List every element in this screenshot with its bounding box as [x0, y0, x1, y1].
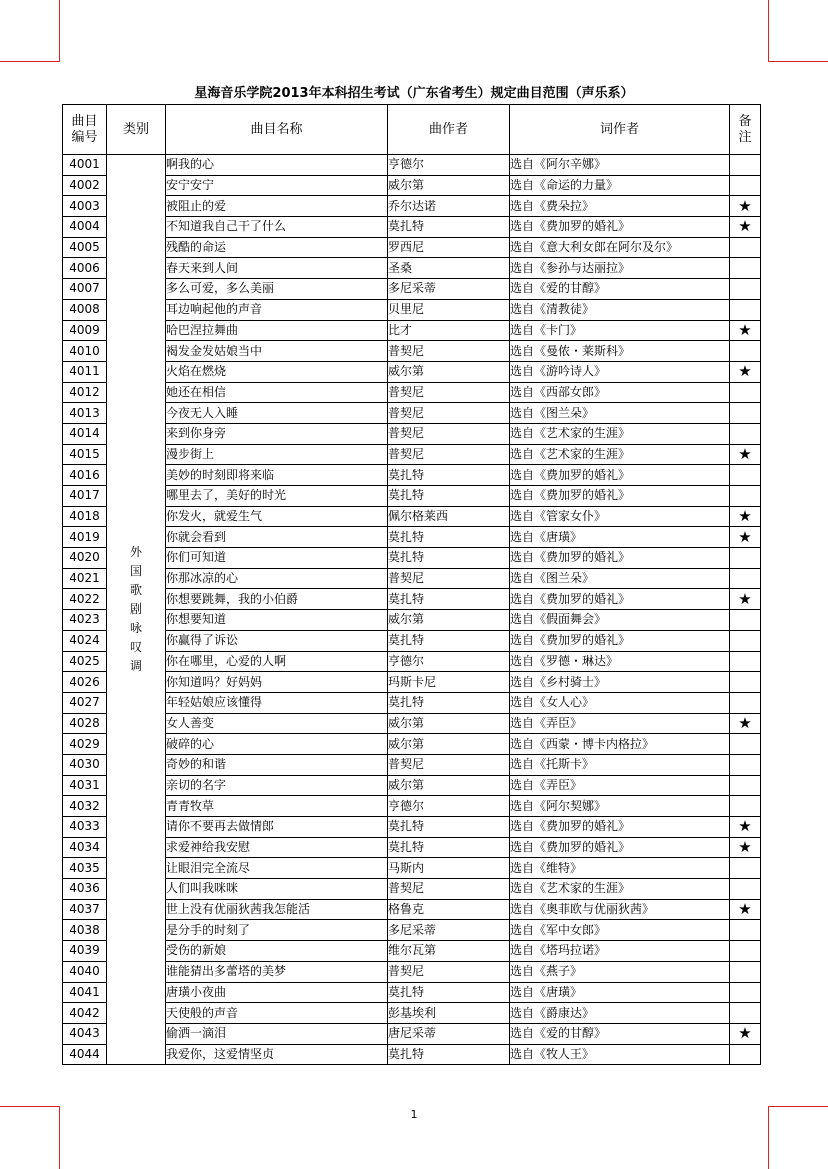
cell-code: 4006: [63, 258, 107, 279]
cell-lyricist: 选自《阿尔辛娜》: [510, 155, 730, 176]
cell-code: 4011: [63, 361, 107, 382]
cell-name: 破碎的心: [166, 734, 388, 755]
cell-lyricist: 选自《塔玛拉诺》: [510, 941, 730, 962]
table-row: [63, 610, 761, 631]
cell-composer: 多尼采蒂: [388, 920, 510, 941]
table-row: [63, 196, 761, 217]
cell-lyricist: 选自《命运的力量》: [510, 175, 730, 196]
cell-lyricist: 选自《曼侬・莱斯科》: [510, 341, 730, 362]
cell-name: 亲切的名字: [166, 775, 388, 796]
cell-code: 4025: [63, 651, 107, 672]
cell-code: 4043: [63, 1023, 107, 1044]
table-row: [63, 341, 761, 362]
cell-code: 4019: [63, 527, 107, 548]
cell-name: 你那冰凉的心: [166, 568, 388, 589]
cell-composer: 普契尼: [388, 403, 510, 424]
table-row: [63, 920, 761, 941]
cell-composer: 威尔第: [388, 361, 510, 382]
cell-composer: 亨德尔: [388, 796, 510, 817]
cell-composer: 维尔瓦第: [388, 941, 510, 962]
cell-composer: 威尔第: [388, 775, 510, 796]
cell-note: [730, 1003, 761, 1024]
cell-note: [730, 237, 761, 258]
cell-name: 年轻姑娘应该懂得: [166, 692, 388, 713]
table-row: [63, 423, 761, 444]
cell-code: 4007: [63, 279, 107, 300]
cell-name: 人们叫我咪咪: [166, 879, 388, 900]
cell-note: ★: [730, 527, 761, 548]
cell-name: 她还在相信: [166, 382, 388, 403]
cell-lyricist: 选自《费加罗的婚礼》: [510, 217, 730, 238]
cell-composer: 莫扎特: [388, 217, 510, 238]
table-row: [63, 217, 761, 238]
cell-name: 你赢得了诉讼: [166, 630, 388, 651]
table-row: [63, 258, 761, 279]
cell-name: 你想要跳舞，我的小伯爵: [166, 589, 388, 610]
table-row: [63, 237, 761, 258]
cell-lyricist: 选自《托斯卡》: [510, 754, 730, 775]
cell-code: 4014: [63, 423, 107, 444]
table-row: [63, 1003, 761, 1024]
cell-code: 4031: [63, 775, 107, 796]
cell-composer: 玛斯卡尼: [388, 672, 510, 693]
cell-note: ★: [730, 320, 761, 341]
cell-lyricist: 选自《费加罗的婚礼》: [510, 837, 730, 858]
cell-note: ★: [730, 506, 761, 527]
category-char: 调: [129, 659, 142, 674]
cell-composer: 威尔第: [388, 734, 510, 755]
cell-name: 天使般的声音: [166, 1003, 388, 1024]
table-row: [63, 982, 761, 1003]
cell-name: 不知道我自己干了什么: [166, 217, 388, 238]
cell-lyricist: 选自《意大利女郎在阿尔及尔》: [510, 237, 730, 258]
cell-composer: 威尔第: [388, 713, 510, 734]
cell-lyricist: 选自《西蒙・博卡内格拉》: [510, 734, 730, 755]
cell-composer: 莫扎特: [388, 548, 510, 569]
cell-name: 美妙的时刻即将来临: [166, 465, 388, 486]
table-row: [63, 672, 761, 693]
header-lyricist: 词作者: [510, 105, 730, 155]
cell-note: [730, 299, 761, 320]
cell-lyricist: 选自《图兰朵》: [510, 403, 730, 424]
table-row: [63, 858, 761, 879]
cell-lyricist: 选自《费加罗的婚礼》: [510, 486, 730, 507]
cell-code: 4003: [63, 196, 107, 217]
cell-note: [730, 423, 761, 444]
table-row: [63, 941, 761, 962]
cell-code: 4034: [63, 837, 107, 858]
cell-note: ★: [730, 444, 761, 465]
cell-lyricist: 选自《爱的甘醇》: [510, 279, 730, 300]
table-row: [63, 506, 761, 527]
cell-note: [730, 961, 761, 982]
table-row: [63, 796, 761, 817]
cell-composer: 莫扎特: [388, 982, 510, 1003]
cell-composer: 莫扎特: [388, 837, 510, 858]
cell-note: [730, 1044, 761, 1065]
cell-name: 世上没有优丽狄茜我怎能活: [166, 899, 388, 920]
cell-composer: 贝里尼: [388, 299, 510, 320]
cell-code: 4005: [63, 237, 107, 258]
table-row: [63, 568, 761, 589]
table-row: [63, 548, 761, 569]
table-row: [63, 899, 761, 920]
cell-name: 安宁安宁: [166, 175, 388, 196]
cell-note: [730, 672, 761, 693]
cell-lyricist: 选自《费加罗的婚礼》: [510, 630, 730, 651]
table-row: [63, 651, 761, 672]
cell-composer: 莫扎特: [388, 465, 510, 486]
cell-code: 4012: [63, 382, 107, 403]
table-row: [63, 754, 761, 775]
cell-composer: 马斯内: [388, 858, 510, 879]
table-row: [63, 320, 761, 341]
header-name: 曲目名称: [166, 105, 388, 155]
cell-lyricist: 选自《弄臣》: [510, 775, 730, 796]
cell-name: 褐发金发姑娘当中: [166, 341, 388, 362]
category-char: 咏: [129, 621, 142, 636]
table-row: [63, 279, 761, 300]
cell-code: 4013: [63, 403, 107, 424]
cell-composer: 普契尼: [388, 423, 510, 444]
cell-name: 被阻止的爱: [166, 196, 388, 217]
cell-name: 青青牧草: [166, 796, 388, 817]
cell-note: ★: [730, 217, 761, 238]
cell-name: 求爱神给我安慰: [166, 837, 388, 858]
cell-code: 4032: [63, 796, 107, 817]
table-row: [63, 837, 761, 858]
cell-composer: 普契尼: [388, 382, 510, 403]
cell-lyricist: 选自《费朵拉》: [510, 196, 730, 217]
cell-note: [730, 734, 761, 755]
cell-code: 4044: [63, 1044, 107, 1065]
cell-code: 4010: [63, 341, 107, 362]
cell-composer: 普契尼: [388, 568, 510, 589]
cell-name: 火焰在燃烧: [166, 361, 388, 382]
cell-lyricist: 选自《唐璜》: [510, 527, 730, 548]
cell-lyricist: 选自《乡村骑士》: [510, 672, 730, 693]
cell-note: [730, 341, 761, 362]
cell-name: 受伤的新娘: [166, 941, 388, 962]
cell-composer: 罗西尼: [388, 237, 510, 258]
cell-note: [730, 858, 761, 879]
cell-lyricist: 选自《弄臣》: [510, 713, 730, 734]
cell-note: [730, 279, 761, 300]
cell-name: 偷洒一滴泪: [166, 1023, 388, 1044]
cell-lyricist: 选自《艺术家的生涯》: [510, 879, 730, 900]
cell-code: 4023: [63, 610, 107, 631]
cell-code: 4017: [63, 486, 107, 507]
cell-note: [730, 982, 761, 1003]
cell-note: [730, 258, 761, 279]
table-row: [63, 527, 761, 548]
cell-name: 今夜无人入睡: [166, 403, 388, 424]
cell-code: 4018: [63, 506, 107, 527]
cell-code: 4002: [63, 175, 107, 196]
cell-composer: 莫扎特: [388, 527, 510, 548]
cell-code: 4009: [63, 320, 107, 341]
cell-code: 4016: [63, 465, 107, 486]
cell-code: 4037: [63, 899, 107, 920]
cell-note: [730, 651, 761, 672]
cell-name: 奇妙的和谐: [166, 754, 388, 775]
cell-composer: 普契尼: [388, 341, 510, 362]
cell-lyricist: 选自《假面舞会》: [510, 610, 730, 631]
table-row: [63, 486, 761, 507]
table-row: [63, 444, 761, 465]
cell-name: 你知道吗？好妈妈: [166, 672, 388, 693]
cell-lyricist: 选自《参孙与达丽拉》: [510, 258, 730, 279]
cell-note: [730, 879, 761, 900]
cell-name: 是分手的时刻了: [166, 920, 388, 941]
cell-lyricist: 选自《西部女郎》: [510, 382, 730, 403]
cell-note: [730, 630, 761, 651]
cell-lyricist: 选自《费加罗的婚礼》: [510, 548, 730, 569]
cell-note: [730, 796, 761, 817]
cell-name: 漫步街上: [166, 444, 388, 465]
cell-lyricist: 选自《卡门》: [510, 320, 730, 341]
cell-lyricist: 选自《奥菲欧与优丽狄茜》: [510, 899, 730, 920]
cell-note: ★: [730, 1023, 761, 1044]
table-row: [63, 1044, 761, 1065]
cell-name: 我爱你，这爱情坚贞: [166, 1044, 388, 1065]
cell-code: 4035: [63, 858, 107, 879]
cell-code: 4039: [63, 941, 107, 962]
table-row: [63, 175, 761, 196]
cell-note: [730, 486, 761, 507]
cell-lyricist: 选自《罗德・琳达》: [510, 651, 730, 672]
crop-mark-top-right: [768, 0, 828, 62]
cell-lyricist: 选自《维特》: [510, 858, 730, 879]
page-title: 星海音乐学院2013年本科招生考试（广东省考生）规定曲目范围（声乐系）: [194, 86, 634, 101]
cell-name: 哈巴涅拉舞曲: [166, 320, 388, 341]
page-number: 1: [410, 1108, 418, 1121]
cell-composer: 乔尔达诺: [388, 196, 510, 217]
cell-lyricist: 选自《唐璜》: [510, 982, 730, 1003]
cell-lyricist: 选自《清教徒》: [510, 299, 730, 320]
cell-code: 4024: [63, 630, 107, 651]
header-composer: 曲作者: [388, 105, 510, 155]
cell-note: [730, 175, 761, 196]
cell-composer: 普契尼: [388, 444, 510, 465]
cell-note: [730, 382, 761, 403]
cell-code: 4021: [63, 568, 107, 589]
table-row: [63, 589, 761, 610]
cell-composer: 圣桑: [388, 258, 510, 279]
table-row: [63, 361, 761, 382]
cell-note: [730, 610, 761, 631]
cell-name: 春天来到人间: [166, 258, 388, 279]
cell-composer: 莫扎特: [388, 486, 510, 507]
cell-composer: 普契尼: [388, 961, 510, 982]
cell-composer: 莫扎特: [388, 1044, 510, 1065]
table-header-row: [63, 105, 761, 155]
cell-composer: 亨德尔: [388, 651, 510, 672]
cell-composer: 格鲁克: [388, 899, 510, 920]
cell-name: 你想要知道: [166, 610, 388, 631]
cell-note: [730, 920, 761, 941]
cell-composer: 比才: [388, 320, 510, 341]
cell-lyricist: 选自《费加罗的婚礼》: [510, 465, 730, 486]
cell-composer: 普契尼: [388, 754, 510, 775]
cell-code: 4028: [63, 713, 107, 734]
cell-name: 谁能猜出多蕾塔的美梦: [166, 961, 388, 982]
category-char: 外: [129, 545, 142, 560]
cell-composer: 威尔第: [388, 610, 510, 631]
cell-name: 让眼泪完全流尽: [166, 858, 388, 879]
cell-lyricist: 选自《费加罗的婚礼》: [510, 817, 730, 838]
cell-lyricist: 选自《燕子》: [510, 961, 730, 982]
cell-name: 耳边响起他的声音: [166, 299, 388, 320]
cell-composer: 普契尼: [388, 879, 510, 900]
cell-code: 4020: [63, 548, 107, 569]
table-row: [63, 155, 761, 176]
cell-note: [730, 155, 761, 176]
cell-code: 4029: [63, 734, 107, 755]
cell-composer: 威尔第: [388, 175, 510, 196]
cell-composer: 唐尼采蒂: [388, 1023, 510, 1044]
cell-lyricist: 选自《爱的甘醇》: [510, 1023, 730, 1044]
cell-note: [730, 403, 761, 424]
table-row: [63, 1023, 761, 1044]
cell-lyricist: 选自《阿尔契娜》: [510, 796, 730, 817]
table-row: [63, 630, 761, 651]
cell-note: ★: [730, 196, 761, 217]
cell-code: 4022: [63, 589, 107, 610]
table-row: [63, 961, 761, 982]
cell-name: 来到你身旁: [166, 423, 388, 444]
cell-note: [730, 941, 761, 962]
cell-code: 4030: [63, 754, 107, 775]
header-category: 类别: [107, 105, 166, 155]
cell-composer: 佩尔格莱西: [388, 506, 510, 527]
cell-name: 你在哪里，心爱的人啊: [166, 651, 388, 672]
category-char: 国: [129, 564, 142, 579]
cell-note: [730, 548, 761, 569]
table-row: [63, 734, 761, 755]
table-row: [63, 775, 761, 796]
cell-lyricist: 选自《艺术家的生涯》: [510, 423, 730, 444]
cell-lyricist: 选自《费加罗的婚礼》: [510, 589, 730, 610]
cell-name: 你发火，就爱生气: [166, 506, 388, 527]
cell-composer: 彭基埃利: [388, 1003, 510, 1024]
cell-composer: 莫扎特: [388, 692, 510, 713]
cell-code: 4040: [63, 961, 107, 982]
cell-code: 4041: [63, 982, 107, 1003]
category-cell: [107, 155, 166, 1065]
cell-note: ★: [730, 899, 761, 920]
cell-lyricist: 选自《图兰朵》: [510, 568, 730, 589]
cell-composer: 亨德尔: [388, 155, 510, 176]
cell-code: 4001: [63, 155, 107, 176]
table-row: [63, 403, 761, 424]
cell-code: 4004: [63, 217, 107, 238]
table-row: [63, 299, 761, 320]
cell-note: [730, 692, 761, 713]
header-code: 曲目 编号: [63, 105, 107, 155]
category-char: 歌: [129, 583, 142, 598]
cell-composer: 莫扎特: [388, 630, 510, 651]
cell-name: 残酷的命运: [166, 237, 388, 258]
cell-note: ★: [730, 589, 761, 610]
cell-lyricist: 选自《艺术家的生涯》: [510, 444, 730, 465]
cell-name: 多么可爱，多么美丽: [166, 279, 388, 300]
repertoire-table: [62, 104, 761, 1065]
cell-code: 4026: [63, 672, 107, 693]
cell-code: 4008: [63, 299, 107, 320]
cell-lyricist: 选自《女人心》: [510, 692, 730, 713]
crop-mark-top-left: [0, 0, 60, 62]
cell-code: 4033: [63, 817, 107, 838]
cell-lyricist: 选自《爵康达》: [510, 1003, 730, 1024]
cell-name: 请你不要再去做情郎: [166, 817, 388, 838]
cell-lyricist: 选自《牧人王》: [510, 1044, 730, 1065]
cell-name: 唐璜小夜曲: [166, 982, 388, 1003]
category-char: 叹: [129, 640, 142, 655]
cell-name: 哪里去了，美好的时光: [166, 486, 388, 507]
cell-note: [730, 568, 761, 589]
table-row: [63, 879, 761, 900]
cell-note: [730, 754, 761, 775]
table-row: [63, 713, 761, 734]
cell-note: [730, 465, 761, 486]
cell-lyricist: 选自《游吟诗人》: [510, 361, 730, 382]
cell-name: 你们可知道: [166, 548, 388, 569]
table-row: [63, 382, 761, 403]
cell-note: ★: [730, 817, 761, 838]
cell-note: [730, 775, 761, 796]
cell-code: 4015: [63, 444, 107, 465]
cell-name: 女人善变: [166, 713, 388, 734]
cell-name: 啊我的心: [166, 155, 388, 176]
header-note: 备 注: [730, 105, 761, 155]
cell-composer: 多尼采蒂: [388, 279, 510, 300]
cell-composer: 莫扎特: [388, 589, 510, 610]
cell-code: 4036: [63, 879, 107, 900]
table-row: [63, 817, 761, 838]
cell-lyricist: 选自《军中女郎》: [510, 920, 730, 941]
cell-note: ★: [730, 837, 761, 858]
cell-note: ★: [730, 713, 761, 734]
table-row: [63, 465, 761, 486]
cell-code: 4042: [63, 1003, 107, 1024]
cell-code: 4038: [63, 920, 107, 941]
cell-composer: 莫扎特: [388, 817, 510, 838]
cell-note: ★: [730, 361, 761, 382]
cell-lyricist: 选自《管家女仆》: [510, 506, 730, 527]
category-char: 剧: [129, 602, 142, 617]
cell-code: 4027: [63, 692, 107, 713]
table-row: [63, 692, 761, 713]
cell-name: 你就会看到: [166, 527, 388, 548]
